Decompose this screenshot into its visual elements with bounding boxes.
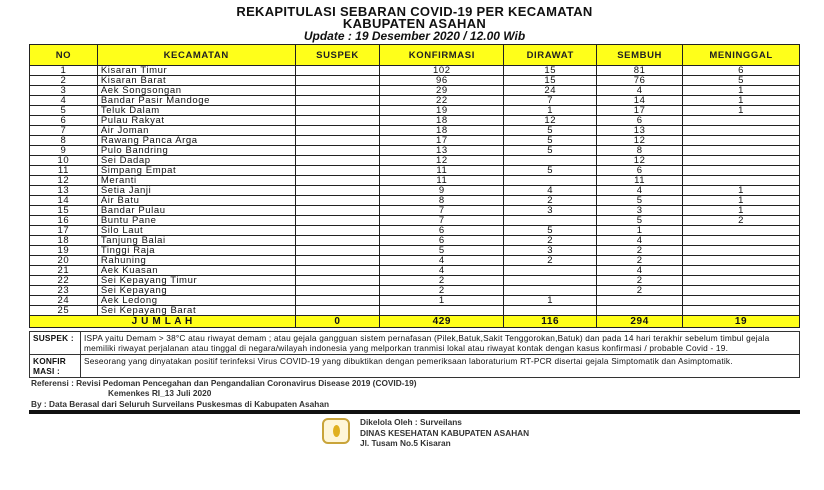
cell-dirawat: 4 bbox=[504, 186, 597, 196]
cell-kecamatan: Simpang Empat bbox=[97, 166, 295, 176]
table-row bbox=[30, 146, 800, 156]
cell-meninggal bbox=[683, 306, 800, 316]
column-header: MENINGGAL bbox=[683, 45, 800, 66]
table-row bbox=[30, 206, 800, 216]
total-row bbox=[30, 316, 800, 328]
organization: DINAS KESEHATAN KABUPATEN ASAHAN bbox=[360, 427, 530, 438]
cell-meninggal: 1 bbox=[683, 86, 800, 96]
cell-dirawat: 1 bbox=[504, 296, 597, 306]
suspek-definition: ISPA yaitu Demam > 38°C atau riwayat demam ; atau gejala gangguan sistem pernafasan (Pilek,Batuk,Sakit Tenggorokan,Batuk) dan pada 14 hari terakhir sebelum timbul gejala memiliki riwayat perjalanan atau tinggal di negara/wilayah indonesia yang melporkan tranmisi lokal atau riwayat kontak dengan kasus konfirmasi / probable Covid - 19. bbox=[81, 332, 800, 355]
reference: Referensi : Revisi Pedoman Pencegahan dan Pengandalian Coronavirus Disease 2019 (COVID-19) bbox=[31, 378, 417, 388]
table-row bbox=[30, 156, 800, 166]
cell-konfirmasi: 11 bbox=[380, 176, 504, 186]
total-sembuh: 294 bbox=[597, 316, 683, 328]
cell-sembuh: 2 bbox=[597, 276, 683, 286]
cell-meninggal bbox=[683, 226, 800, 236]
cell-konfirmasi: 2 bbox=[380, 286, 504, 296]
cell-konfirmasi: 11 bbox=[380, 166, 504, 176]
cell-no: 1 bbox=[30, 66, 98, 76]
cell-meninggal bbox=[683, 286, 800, 296]
divider bbox=[29, 410, 800, 414]
cell-suspek bbox=[295, 246, 380, 256]
table-row bbox=[30, 66, 800, 76]
cell-suspek bbox=[295, 206, 380, 216]
table-row bbox=[30, 86, 800, 96]
cell-kecamatan: Buntu Pane bbox=[97, 216, 295, 226]
cell-meninggal bbox=[683, 276, 800, 286]
cell-konfirmasi: 4 bbox=[380, 256, 504, 266]
cell-sembuh: 76 bbox=[597, 76, 683, 86]
cell-no: 12 bbox=[30, 176, 98, 186]
cell-kecamatan: Rawang Panca Arga bbox=[97, 136, 295, 146]
cell-konfirmasi: 6 bbox=[380, 226, 504, 236]
cell-meninggal bbox=[683, 236, 800, 246]
cell-dirawat bbox=[504, 286, 597, 296]
cell-konfirmasi: 2 bbox=[380, 276, 504, 286]
cell-dirawat bbox=[504, 156, 597, 166]
cell-no: 17 bbox=[30, 226, 98, 236]
cell-no: 25 bbox=[30, 306, 98, 316]
cell-sembuh bbox=[597, 296, 683, 306]
cell-suspek bbox=[295, 76, 380, 86]
cell-sembuh: 11 bbox=[597, 176, 683, 186]
cell-dirawat: 15 bbox=[504, 76, 597, 86]
cell-kecamatan: Silo Laut bbox=[97, 226, 295, 236]
cell-kecamatan: Kisaran Barat bbox=[97, 76, 295, 86]
cell-kecamatan: Air Joman bbox=[97, 126, 295, 136]
cell-kecamatan: Aek Kuasan bbox=[97, 266, 295, 276]
reference-date: Kemenkes RI_13 Juli 2020 bbox=[108, 388, 212, 398]
cell-meninggal: 1 bbox=[683, 206, 800, 216]
cell-no: 14 bbox=[30, 196, 98, 206]
cell-sembuh: 14 bbox=[597, 96, 683, 106]
update-date: Update : 19 Desember 2020 / 12.00 Wib bbox=[303, 29, 526, 43]
cell-kecamatan: Sei Dadap bbox=[97, 156, 295, 166]
cell-no: 19 bbox=[30, 246, 98, 256]
cell-meninggal: 6 bbox=[683, 66, 800, 76]
cell-suspek bbox=[295, 226, 380, 236]
cell-meninggal bbox=[683, 246, 800, 256]
cell-kecamatan: Aek Ledong bbox=[97, 296, 295, 306]
cell-konfirmasi: 5 bbox=[380, 246, 504, 256]
cell-sembuh: 2 bbox=[597, 256, 683, 266]
cell-konfirmasi: 96 bbox=[380, 76, 504, 86]
cell-suspek bbox=[295, 116, 380, 126]
cell-sembuh: 4 bbox=[597, 236, 683, 246]
covid-table bbox=[29, 44, 800, 328]
definitions-table bbox=[29, 331, 800, 378]
cell-suspek bbox=[295, 236, 380, 246]
cell-sembuh: 1 bbox=[597, 226, 683, 236]
cell-sembuh: 2 bbox=[597, 246, 683, 256]
cell-dirawat: 2 bbox=[504, 236, 597, 246]
cell-suspek bbox=[295, 156, 380, 166]
cell-kecamatan: Aek Songsongan bbox=[97, 86, 295, 96]
title: REKAPITULASI SEBARAN COVID-19 PER KECAMATAN bbox=[236, 4, 593, 19]
cell-sembuh: 6 bbox=[597, 116, 683, 126]
cell-sembuh: 81 bbox=[597, 66, 683, 76]
cell-meninggal bbox=[683, 116, 800, 126]
cell-no: 11 bbox=[30, 166, 98, 176]
cell-no: 13 bbox=[30, 186, 98, 196]
cell-konfirmasi: 18 bbox=[380, 116, 504, 126]
cell-suspek bbox=[295, 286, 380, 296]
cell-suspek bbox=[295, 106, 380, 116]
cell-kecamatan: Pulau Rakyat bbox=[97, 116, 295, 126]
suspek-label: SUSPEK : bbox=[30, 332, 81, 355]
cell-no: 5 bbox=[30, 106, 98, 116]
cell-konfirmasi: 13 bbox=[380, 146, 504, 156]
cell-meninggal bbox=[683, 266, 800, 276]
cell-kecamatan: Sei Kepayang bbox=[97, 286, 295, 296]
table-row bbox=[30, 176, 800, 186]
cell-konfirmasi: 7 bbox=[380, 206, 504, 216]
cell-meninggal: 2 bbox=[683, 216, 800, 226]
cell-meninggal bbox=[683, 146, 800, 156]
cell-suspek bbox=[295, 256, 380, 266]
cell-suspek bbox=[295, 126, 380, 136]
cell-konfirmasi: 9 bbox=[380, 186, 504, 196]
cell-konfirmasi: 19 bbox=[380, 106, 504, 116]
cell-suspek bbox=[295, 306, 380, 316]
cell-meninggal: 1 bbox=[683, 106, 800, 116]
cell-suspek bbox=[295, 186, 380, 196]
cell-no: 15 bbox=[30, 206, 98, 216]
managed-by: Dikelola Oleh : Surveilans bbox=[360, 417, 462, 427]
dinas-logo-icon bbox=[322, 418, 350, 444]
cell-sembuh: 2 bbox=[597, 286, 683, 296]
cell-kecamatan: Kisaran Timur bbox=[97, 66, 295, 76]
cell-kecamatan: Meranti bbox=[97, 176, 295, 186]
cell-no: 8 bbox=[30, 136, 98, 146]
page bbox=[29, 0, 800, 450]
cell-sembuh: 13 bbox=[597, 126, 683, 136]
cell-kecamatan: Sei Kepayang Barat bbox=[97, 306, 295, 316]
cell-konfirmasi: 22 bbox=[380, 96, 504, 106]
table-row bbox=[30, 256, 800, 266]
cell-meninggal bbox=[683, 176, 800, 186]
table-row bbox=[30, 196, 800, 206]
cell-kecamatan: Setia Janji bbox=[97, 186, 295, 196]
cell-no: 16 bbox=[30, 216, 98, 226]
cell-sembuh: 4 bbox=[597, 186, 683, 196]
cell-sembuh: 4 bbox=[597, 86, 683, 96]
cell-konfirmasi: 12 bbox=[380, 156, 504, 166]
total-label: J U M L A H bbox=[30, 316, 296, 328]
cell-meninggal: 5 bbox=[683, 76, 800, 86]
cell-konfirmasi: 102 bbox=[380, 66, 504, 76]
cell-no: 7 bbox=[30, 126, 98, 136]
cell-sembuh: 12 bbox=[597, 156, 683, 166]
total-meninggal: 19 bbox=[683, 316, 800, 328]
table-row bbox=[30, 226, 800, 236]
cell-no: 6 bbox=[30, 116, 98, 126]
cell-konfirmasi: 7 bbox=[380, 216, 504, 226]
cell-sembuh bbox=[597, 306, 683, 316]
cell-sembuh: 17 bbox=[597, 106, 683, 116]
cell-sembuh: 4 bbox=[597, 266, 683, 276]
cell-kecamatan: Tanjung Balai bbox=[97, 236, 295, 246]
cell-dirawat: 5 bbox=[504, 146, 597, 156]
cell-dirawat: 15 bbox=[504, 66, 597, 76]
cell-suspek bbox=[295, 86, 380, 96]
table-row bbox=[30, 306, 800, 316]
cell-dirawat: 3 bbox=[504, 206, 597, 216]
cell-meninggal: 1 bbox=[683, 186, 800, 196]
cell-kecamatan: Bandar Pasir Mandoge bbox=[97, 96, 295, 106]
cell-dirawat: 5 bbox=[504, 136, 597, 146]
cell-sembuh: 8 bbox=[597, 146, 683, 156]
table-row bbox=[30, 266, 800, 276]
cell-suspek bbox=[295, 276, 380, 286]
total-suspek: 0 bbox=[295, 316, 380, 328]
table-row bbox=[30, 246, 800, 256]
cell-konfirmasi: 6 bbox=[380, 236, 504, 246]
cell-dirawat: 2 bbox=[504, 196, 597, 206]
table-row bbox=[30, 236, 800, 246]
total-dirawat: 116 bbox=[504, 316, 597, 328]
header-row bbox=[30, 45, 800, 66]
konfirmasi-label: KONFIR MASI : bbox=[30, 355, 81, 378]
cell-suspek bbox=[295, 96, 380, 106]
subtitle: KABUPATEN ASAHAN bbox=[342, 16, 487, 31]
cell-dirawat: 5 bbox=[504, 166, 597, 176]
table-row bbox=[30, 126, 800, 136]
cell-konfirmasi: 18 bbox=[380, 126, 504, 136]
table-row bbox=[30, 296, 800, 306]
cell-dirawat bbox=[504, 276, 597, 286]
cell-dirawat: 5 bbox=[504, 226, 597, 236]
column-header: SUSPEK bbox=[295, 45, 380, 66]
table-row bbox=[30, 136, 800, 146]
cell-konfirmasi: 1 bbox=[380, 296, 504, 306]
cell-dirawat bbox=[504, 306, 597, 316]
cell-dirawat: 3 bbox=[504, 246, 597, 256]
data-source: By : Data Berasal dari Seluruh Surveilans Puskesmas di Kabupaten Asahan bbox=[31, 399, 330, 409]
column-header: SEMBUH bbox=[597, 45, 683, 66]
table-row bbox=[30, 276, 800, 286]
cell-konfirmasi bbox=[380, 306, 504, 316]
cell-no: 22 bbox=[30, 276, 98, 286]
cell-meninggal: 1 bbox=[683, 96, 800, 106]
cell-dirawat: 5 bbox=[504, 126, 597, 136]
table-row bbox=[30, 216, 800, 226]
table-row bbox=[30, 76, 800, 86]
cell-meninggal bbox=[683, 136, 800, 146]
cell-kecamatan: Tinggi Raja bbox=[97, 246, 295, 256]
table-row bbox=[30, 166, 800, 176]
cell-dirawat bbox=[504, 216, 597, 226]
cell-kecamatan: Bandar Pulau bbox=[97, 206, 295, 216]
cell-dirawat bbox=[504, 266, 597, 276]
cell-suspek bbox=[295, 196, 380, 206]
cell-dirawat: 7 bbox=[504, 96, 597, 106]
cell-dirawat bbox=[504, 176, 597, 186]
cell-meninggal bbox=[683, 166, 800, 176]
cell-dirawat: 12 bbox=[504, 116, 597, 126]
column-header: DIRAWAT bbox=[504, 45, 597, 66]
cell-sembuh: 12 bbox=[597, 136, 683, 146]
cell-no: 3 bbox=[30, 86, 98, 96]
cell-no: 20 bbox=[30, 256, 98, 266]
cell-meninggal bbox=[683, 256, 800, 266]
cell-no: 2 bbox=[30, 76, 98, 86]
cell-sembuh: 6 bbox=[597, 166, 683, 176]
cell-meninggal bbox=[683, 296, 800, 306]
cell-suspek bbox=[295, 176, 380, 186]
cell-dirawat: 24 bbox=[504, 86, 597, 96]
cell-no: 18 bbox=[30, 236, 98, 246]
cell-konfirmasi: 17 bbox=[380, 136, 504, 146]
column-header: KONFIRMASI bbox=[380, 45, 504, 66]
column-header: NO bbox=[30, 45, 98, 66]
cell-no: 9 bbox=[30, 146, 98, 156]
cell-suspek bbox=[295, 136, 380, 146]
cell-meninggal bbox=[683, 156, 800, 166]
cell-konfirmasi: 4 bbox=[380, 266, 504, 276]
cell-kecamatan: Sei Kepayang Timur bbox=[97, 276, 295, 286]
cell-suspek bbox=[295, 146, 380, 156]
cell-no: 23 bbox=[30, 286, 98, 296]
cell-meninggal bbox=[683, 126, 800, 136]
cell-dirawat: 2 bbox=[504, 256, 597, 266]
cell-dirawat: 1 bbox=[504, 106, 597, 116]
table-row bbox=[30, 96, 800, 106]
address: Jl. Tusam No.5 Kisaran bbox=[360, 438, 451, 448]
cell-sembuh: 5 bbox=[597, 196, 683, 206]
cell-kecamatan: Rahuning bbox=[97, 256, 295, 266]
total-konfirmasi: 429 bbox=[380, 316, 504, 328]
cell-sembuh: 5 bbox=[597, 216, 683, 226]
cell-kecamatan: Pulo Bandring bbox=[97, 146, 295, 156]
cell-suspek bbox=[295, 166, 380, 176]
cell-no: 24 bbox=[30, 296, 98, 306]
cell-suspek bbox=[295, 216, 380, 226]
cell-suspek bbox=[295, 66, 380, 76]
cell-sembuh: 3 bbox=[597, 206, 683, 216]
footer bbox=[29, 416, 800, 450]
cell-no: 4 bbox=[30, 96, 98, 106]
cell-no: 10 bbox=[30, 156, 98, 166]
table-row bbox=[30, 116, 800, 126]
cell-suspek bbox=[295, 266, 380, 276]
konfirmasi-definition: Seseorang yang dinyatakan positif terinfeksi Virus COVID-19 yang dibuktikan dengan pemeriksaan laboraturium RT-PCR disertai gejala Simptomatik dan Asimptomatik. bbox=[81, 355, 800, 378]
cell-konfirmasi: 8 bbox=[380, 196, 504, 206]
table-row bbox=[30, 286, 800, 296]
cell-konfirmasi: 29 bbox=[380, 86, 504, 96]
cell-kecamatan: Air Batu bbox=[97, 196, 295, 206]
table-row bbox=[30, 106, 800, 116]
table-row bbox=[30, 186, 800, 196]
cell-meninggal: 1 bbox=[683, 196, 800, 206]
cell-no: 21 bbox=[30, 266, 98, 276]
cell-suspek bbox=[295, 296, 380, 306]
column-header: KECAMATAN bbox=[97, 45, 295, 66]
cell-kecamatan: Teluk Dalam bbox=[97, 106, 295, 116]
